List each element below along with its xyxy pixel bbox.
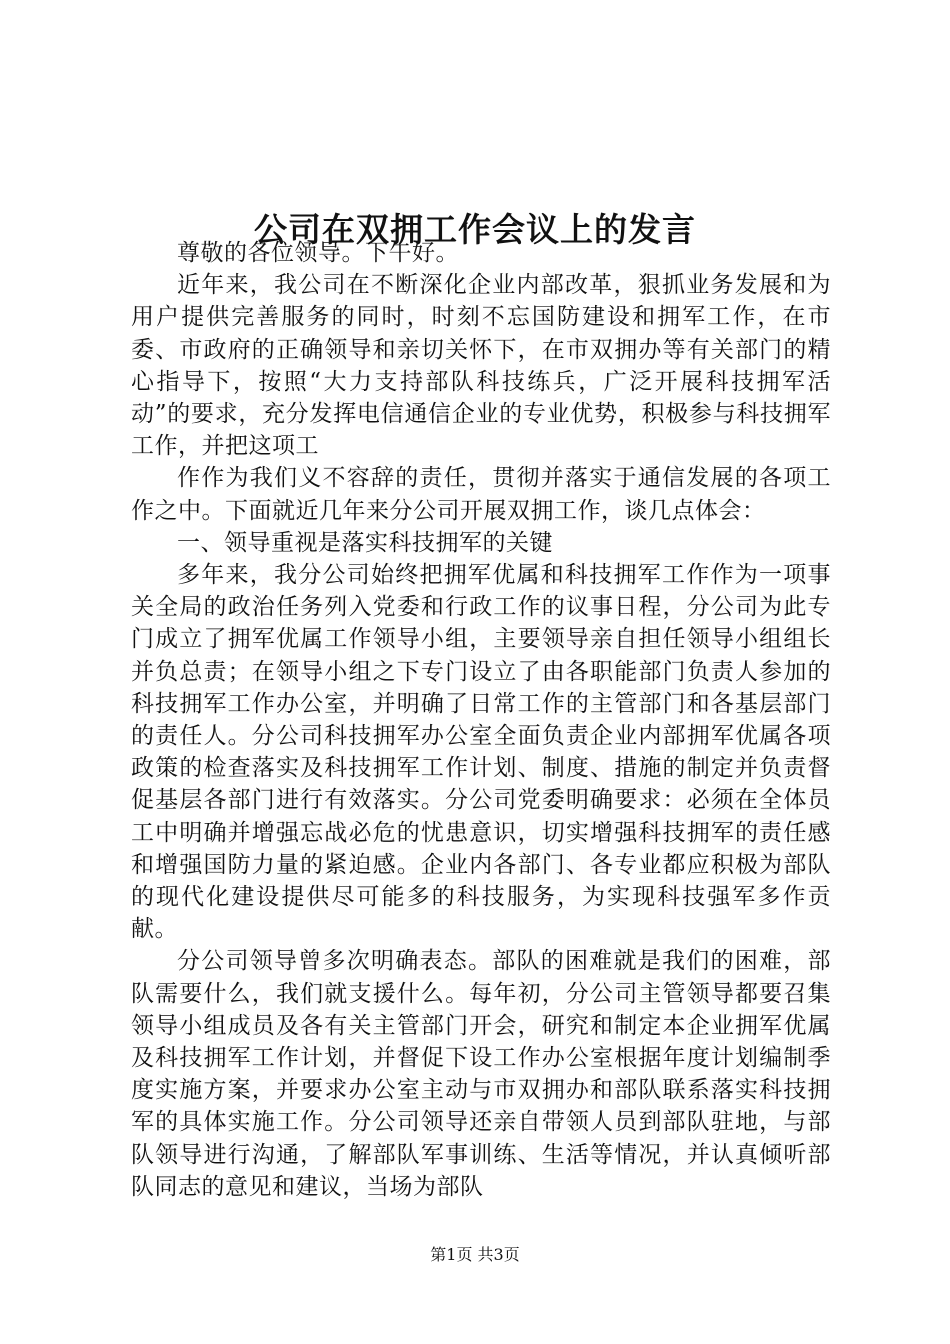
paragraph-section-1-b: 分公司领导曾多次明确表态。部队的困难就是我们的困难，部队需要什么，我们就支援什么。每年初，分公司主管领导都要召集领导小组成员及各有关主管部门开会，研究和制定本企业拥军优属及科技拥军工作计划，并督促下设工作办公室根据年度计划编制季度实施方案，并要求办公室主动与市双拥办和部队联系落实科技拥军的具体实施工作。分公司领导还亲自带领人员到部队驻地，与部队领导进行沟通，了解部队军事训练、生活等情况，并认真倾听部队同志的意见和建议，当场为部队 — [131, 948, 831, 1200]
document-title: 公司在双拥工作会议上的发言 — [254, 210, 696, 250]
paragraph-intro-continued: 作作为我们义不容辞的责任，贯彻并落实于通信发展的各项工作之中。下面就近几年来分公司开展双拥工作，谈几点体会： — [131, 465, 831, 524]
paragraph-intro: 近年来，我公司在不断深化企业内部改革，狠抓业务发展和为用户提供完善服务的同时，时刻不忘国防建设和拥军工作，在市委、市政府的正确领导和亲切关怀下，在市双拥办等有关部门的精心指导下，按照“大力支持部队科技练兵，广泛开展科技拥军活动”的要求，充分发挥电信通信企业的专业优势，积极参与科技拥军工作，并把这项工 — [131, 272, 831, 460]
paragraph-section-1-a: 多年来，我分公司始终把拥军优属和科技拥军工作作为一项事关全局的政治任务列入党委和行政工作的议事日程，分公司为此专门成立了拥军优属工作领导小组，主要领导亲自担任领导小组组长并负总责；在领导小组之下专门设立了由各职能部门负责人参加的科技拥军工作办公室，并明确了日常工作的主管部门和各基层部门的责任人。分公司科技拥军办公室全面负责企业内部拥军优属各项政策的检查落实及科技拥军工作计划、制度、措施的制定并负责督促基层各部门进行有效落实。分公司党委明确要求：必须在全体员工中明确并增强忘战必危的忧患意识，切实增强科技拥军的责任感和增强国防力量的紧迫感。企业内各部门、各专业都应积极为部队的现代化建设提供尽可能多的科技服务，为实现科技强军多作贡献。 — [131, 562, 831, 943]
section-heading-1: 一、领导重视是落实科技拥军的关键 — [177, 529, 553, 556]
document-body — [131, 237, 831, 1203]
paragraph-greeting: 尊敬的各位领导。下午好。 — [177, 240, 459, 266]
page-footer: 第1页 共3页 — [430, 1245, 520, 1264]
